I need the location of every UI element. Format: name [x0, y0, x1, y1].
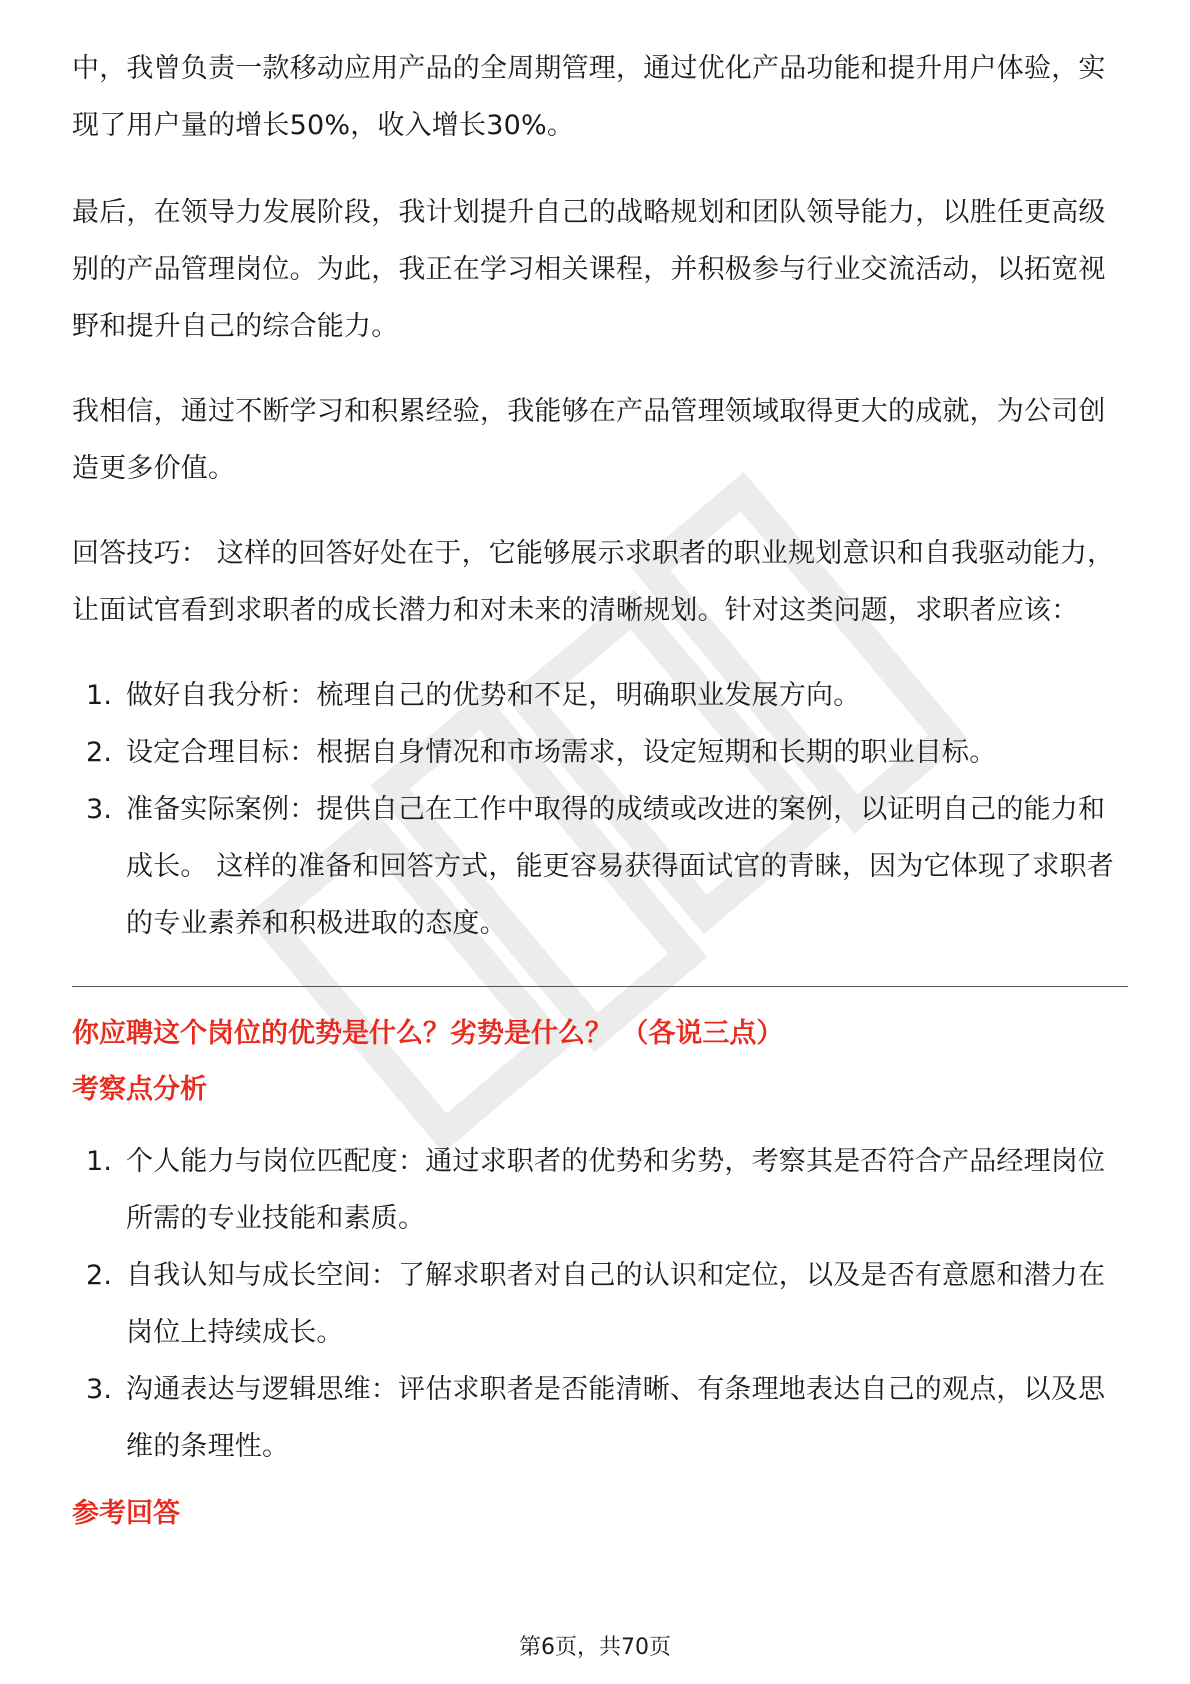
paragraph-3: 我相信，通过不断学习和积累经验，我能够在产品管理领域取得更大的成就，为公司创造更多价值。	[72, 396, 1106, 484]
list-item-number: 3.	[86, 794, 113, 825]
list-item-text: 准备实际案例：提供自己在工作中取得的成绩或改进的案例，以证明自己的能力和成长。 这样的准备和回答方式，能更容易获得面试官的青睐，因为它体现了求职者的专业素养和积极进取的态度。	[126, 794, 1114, 939]
list-item	[72, 667, 1128, 724]
question-title: 你应聘这个岗位的优势是什么？劣势是什么？ （各说三点）	[72, 1018, 784, 1049]
paragraph-2: 最后，在领导力发展阶段，我计划提升自己的战略规划和团队领导能力，以胜任更高级别的产品管理岗位。为此，我正在学习相关课程，并积极参与行业交流活动，以拓宽视野和提升自己的综合能力。	[72, 197, 1106, 342]
paragraph-1: 中，我曾负责一款移动应用产品的全周期管理，通过优化产品功能和提升用户体验，实现了用户量的增长50%，收入增长30%。	[72, 53, 1106, 141]
list-item	[72, 1247, 1128, 1361]
list-item-number: 2.	[86, 737, 113, 768]
list-item	[72, 724, 1128, 781]
list-item-number: 2.	[86, 1260, 113, 1291]
list-item	[72, 1361, 1128, 1475]
section-divider	[72, 986, 1128, 987]
list-item-text: 设定合理目标：根据自身情况和市场需求，设定短期和长期的职业目标。	[126, 737, 997, 768]
tips-list	[72, 667, 1128, 952]
analysis-heading: 考察点分析	[72, 1074, 207, 1105]
page-footer: 第6页，共70页	[519, 1635, 671, 1660]
list-item-number: 1.	[86, 680, 113, 711]
list-item-text: 沟通表达与逻辑思维：评估求职者是否能清晰、有条理地表达自己的观点，以及思维的条理性。	[126, 1374, 1106, 1462]
reference-answer-heading: 参考回答	[72, 1498, 180, 1529]
list-item-text: 自我认知与成长空间：了解求职者对自己的认识和定位，以及是否有意愿和潜力在岗位上持续成长。	[126, 1260, 1106, 1348]
paragraph-answer-tips: 回答技巧： 这样的回答好处在于，它能够展示求职者的职业规划意识和自我驱动能力，让面试官看到求职者的成长潜力和对未来的清晰规划。针对这类问题，求职者应该：	[72, 538, 1115, 626]
analysis-list	[72, 1133, 1128, 1475]
document-page	[72, 40, 1128, 1539]
list-item-text: 个人能力与岗位匹配度：通过求职者的优势和劣势，考察其是否符合产品经理岗位所需的专业技能和素质。	[126, 1146, 1106, 1234]
list-item-text: 做好自我分析：梳理自己的优势和不足，明确职业发展方向。	[126, 680, 861, 711]
list-item	[72, 781, 1128, 952]
list-item-number: 1.	[86, 1146, 113, 1177]
list-item	[72, 1133, 1128, 1247]
list-item-number: 3.	[86, 1374, 113, 1405]
